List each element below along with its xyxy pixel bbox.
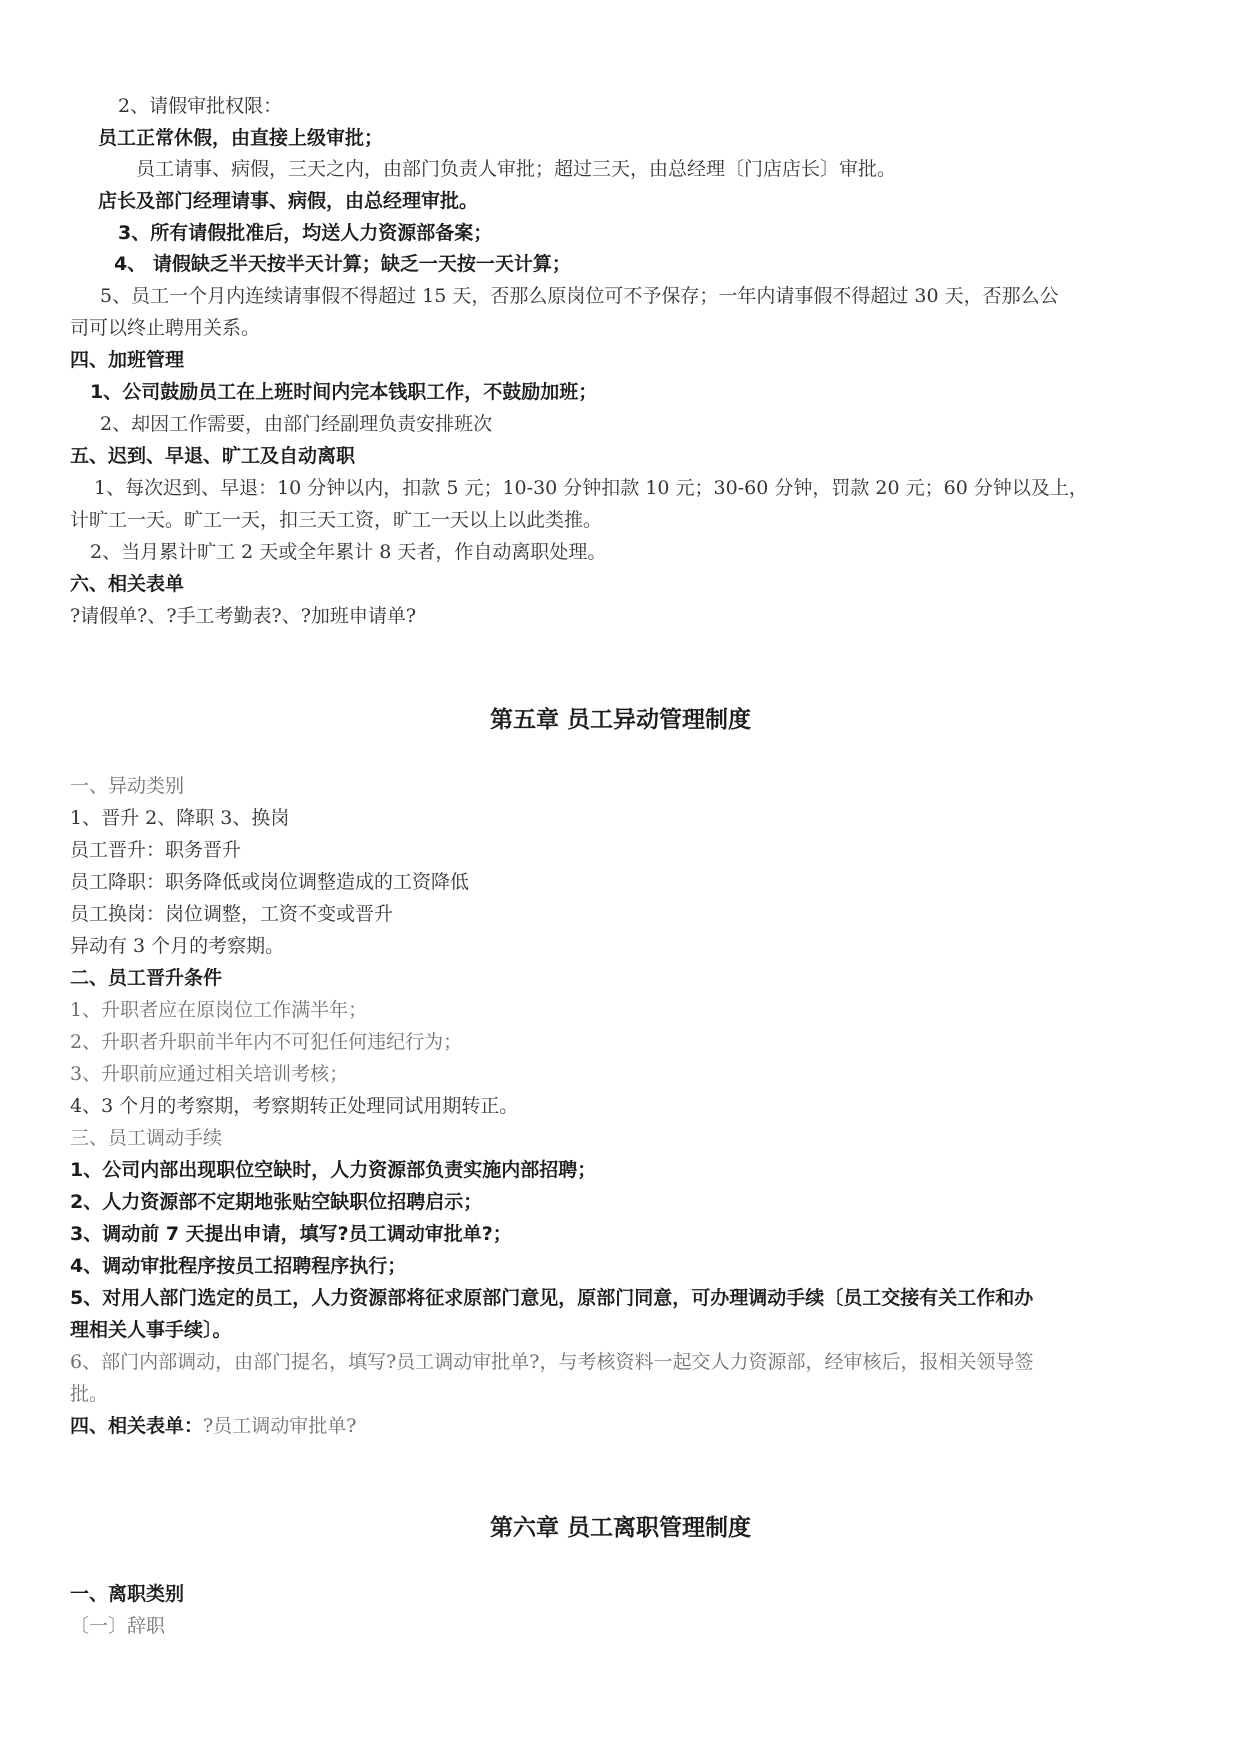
leave-sick-rule: 员工请事、病假，三天之内，由部门负责人审批；超过三天，由总经理〔门店店长〕审批。: [136, 158, 897, 180]
forms-list: ?请假单?、?手工考勤表?、?加班申请单?: [70, 605, 417, 627]
ch5-s3-rule-5-cont: 理相关人事手续〕。: [70, 1319, 232, 1341]
overtime-section-title: 四、加班管理: [70, 349, 185, 371]
ch5-s3-rule-6: 6、部门内部调动，由部门提名，填写?员工调动审批单?，与考核资料一起交人力资源部，经审核后，报相关领导签: [70, 1351, 1034, 1373]
overtime-rule-1: 1、公司鼓励员工在上班时间内完本钱职工作，不鼓励加班；: [90, 381, 598, 403]
ch5-s1-transfer: 员工换岗：岗位调整，工资不变或晋升: [70, 903, 394, 925]
ch5-s3-rule-2: 2、人力资源部不定期地张贴空缺职位招聘启示；: [70, 1191, 483, 1213]
late-rule-2: 2、当月累计旷工 2 天或全年累计 8 天者，作自动离职处理。: [90, 541, 607, 563]
ch5-s1-demotion: 员工降职：职务降低或岗位调整造成的工资降低: [70, 871, 470, 893]
leave-half-day-rule: 4、 请假缺乏半天按半天计算；缺乏一天按一天计算；: [114, 253, 571, 275]
chapter5-title: 第五章 员工异动管理制度: [489, 707, 751, 733]
chapter6-title: 第六章 员工离职管理制度: [489, 1515, 751, 1541]
ch5-s4-label: 四、相关表单：: [70, 1415, 204, 1437]
ch5-s2-rule-4: 4、3 个月的考察期，考察期转正处理同试用期转正。: [70, 1095, 519, 1117]
ch5-s1-title: 一、异动类别: [70, 775, 185, 797]
leave-filing-rule: 3、所有请假批准后，均送人力资源部备案；: [118, 222, 493, 244]
ch5-s3-rule-1: 1、公司内部出现职位空缺时，人力资源部负责实施内部招聘；: [70, 1159, 597, 1181]
forms-section-title: 六、相关表单: [70, 573, 185, 595]
leave-approval-heading: 2、请假审批权限：: [118, 95, 283, 117]
ch5-s3-title: 三、员工调动手续: [70, 1127, 223, 1149]
late-rule-1: 1、每次迟到、早退：10 分钟以内，扣款 5 元；10-30 分钟扣款 10 元；30-60 分钟，罚款 20 元；60 分钟以及上，: [94, 477, 1088, 499]
leave-normal-rule: 员工正常休假，由直接上级审批；: [98, 127, 384, 149]
ch5-s1-types: 1、晋升 2、降职 3、换岗: [70, 807, 290, 829]
leave-limit-rule: 5、员工一个月内连续请事假不得超过 15 天，否那么原岗位可不予保存；一年内请事假不得超过 30 天，否那么公: [100, 285, 1059, 307]
ch6-s1-item-1: 〔一〕辞职: [70, 1615, 166, 1637]
ch5-s4-line: [70, 1410, 1180, 1442]
ch6-s1-title: 一、离职类别: [70, 1583, 185, 1605]
ch5-s3-rule-6-cont: 批。: [70, 1383, 109, 1405]
ch5-s3-rule-3: 3、调动前 7 天提出申请，填写?员工调动审批单?；: [70, 1223, 512, 1245]
late-section-title: 五、迟到、早退、旷工及自动离职: [70, 445, 356, 467]
ch5-s2-title: 二、员工晋升条件: [70, 967, 223, 989]
ch5-s1-probation: 异动有 3 个月的考察期。: [70, 935, 285, 957]
ch5-s2-rule-3: 3、升职前应通过相关培训考核；: [70, 1063, 349, 1085]
ch5-s2-rule-2: 2、升职者升职前半年内不可犯任何违纪行为；: [70, 1031, 463, 1053]
leave-limit-rule-cont: 司可以终止聘用关系。: [70, 317, 261, 339]
ch5-s3-rule-5: 5、对用人部门选定的员工，人力资源部将征求原部门意见，原部门同意，可办理调动手续〔员工交接有关工作和办: [70, 1287, 1034, 1309]
ch5-s4-value: ?员工调动审批单?: [203, 1415, 357, 1437]
leave-manager-rule: 店长及部门经理请事、病假，由总经理审批。: [98, 190, 479, 212]
ch5-s1-promotion: 员工晋升：职务晋升: [70, 839, 242, 861]
overtime-rule-2: 2、却因工作需要，由部门经副理负责安排班次: [100, 413, 493, 435]
ch5-s2-rule-1: 1、升职者应在原岗位工作满半年；: [70, 999, 368, 1021]
ch5-s3-rule-4: 4、调动审批程序按员工招聘程序执行；: [70, 1255, 407, 1277]
late-rule-1-cont: 计旷工一天。旷工一天，扣三天工资，旷工一天以上以此类推。: [70, 509, 603, 531]
